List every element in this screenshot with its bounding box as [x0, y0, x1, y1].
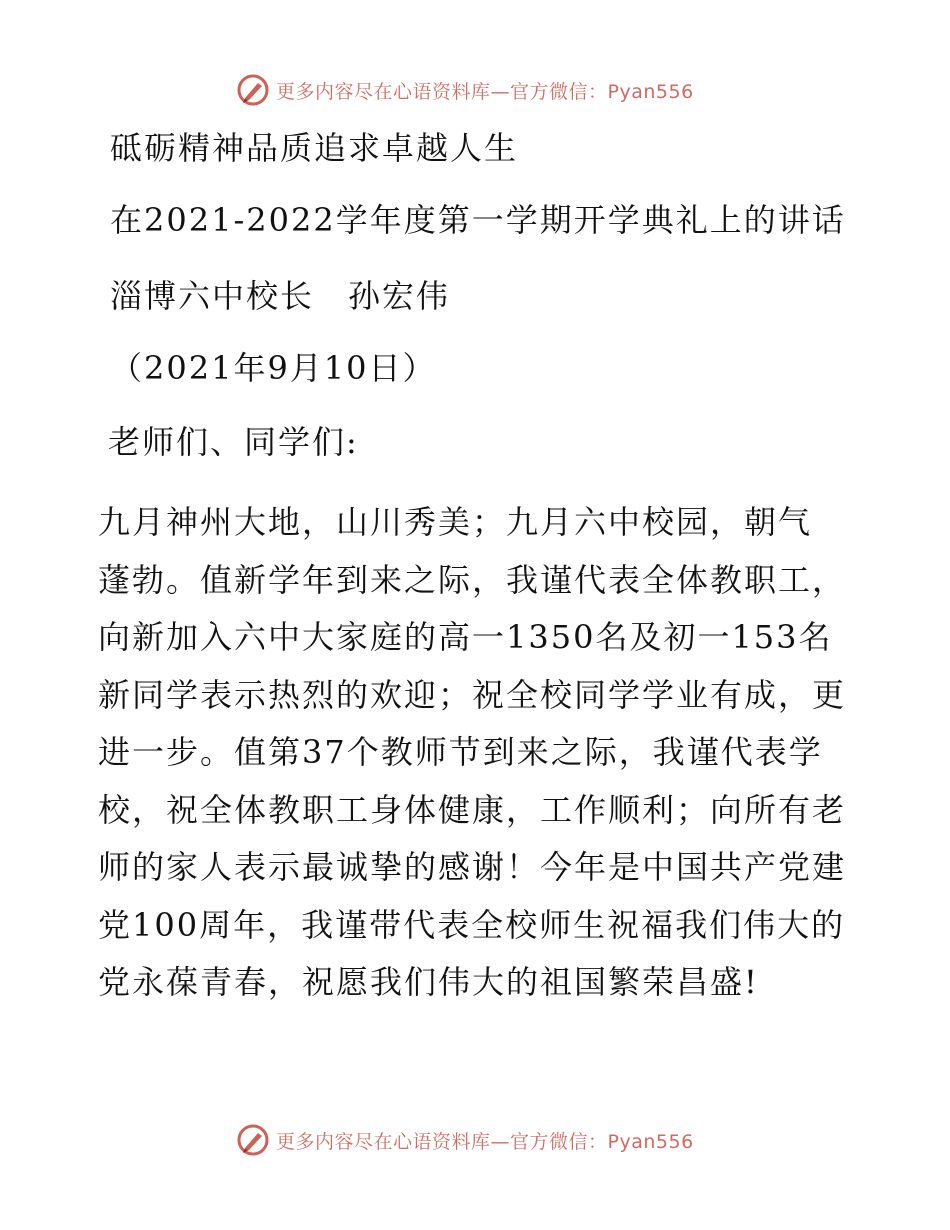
pen-logo-icon	[236, 73, 270, 107]
watermark-text: 更多内容尽在心语资料库—官方微信：Pyan556	[276, 80, 694, 103]
document-date: （2021年9月10日）	[110, 349, 437, 387]
paragraph-line: 蓬勃。值新学年到来之际，我谨代表全体教职工，	[98, 560, 847, 599]
document-subtitle: 在2021-2022学年度第一学期开学典礼上的讲话	[110, 201, 846, 239]
body-paragraph	[98, 494, 858, 1012]
paragraph-line: 向新加入六中大家庭的高一1350名及初一153名	[98, 618, 833, 656]
paragraph-line: 师的家人表示最诚挚的感谢！今年是中国共产党建	[98, 848, 847, 886]
paragraph-line: 校，祝全体教职工身体健康，工作顺利；向所有老	[98, 790, 847, 829]
salutation: 老师们、同学们:	[108, 423, 359, 461]
document-title: 砥砺精神品质追求卓越人生	[110, 129, 519, 167]
paragraph-line: 党永葆青春，祝愿我们伟大的祖国繁荣昌盛!	[98, 963, 759, 1001]
paragraph-line: 九月神州大地，山川秀美；九月六中校园，朝气	[98, 503, 813, 541]
header-watermark	[236, 72, 694, 108]
pen-logo-icon	[236, 1123, 270, 1157]
paragraph-line: 进一步。值第37个教师节到来之际，我谨代表学	[98, 733, 823, 771]
footer-watermark	[236, 1122, 694, 1158]
paragraph-line: 党100周年，我谨带代表全校师生祝福我们伟大的	[98, 905, 846, 944]
document-author: 淄博六中校长 孙宏伟	[110, 277, 451, 315]
paragraph-line: 新同学表示热烈的欢迎；祝全校同学学业有成，更	[98, 675, 847, 714]
watermark-text: 更多内容尽在心语资料库—官方微信：Pyan556	[276, 1130, 694, 1153]
